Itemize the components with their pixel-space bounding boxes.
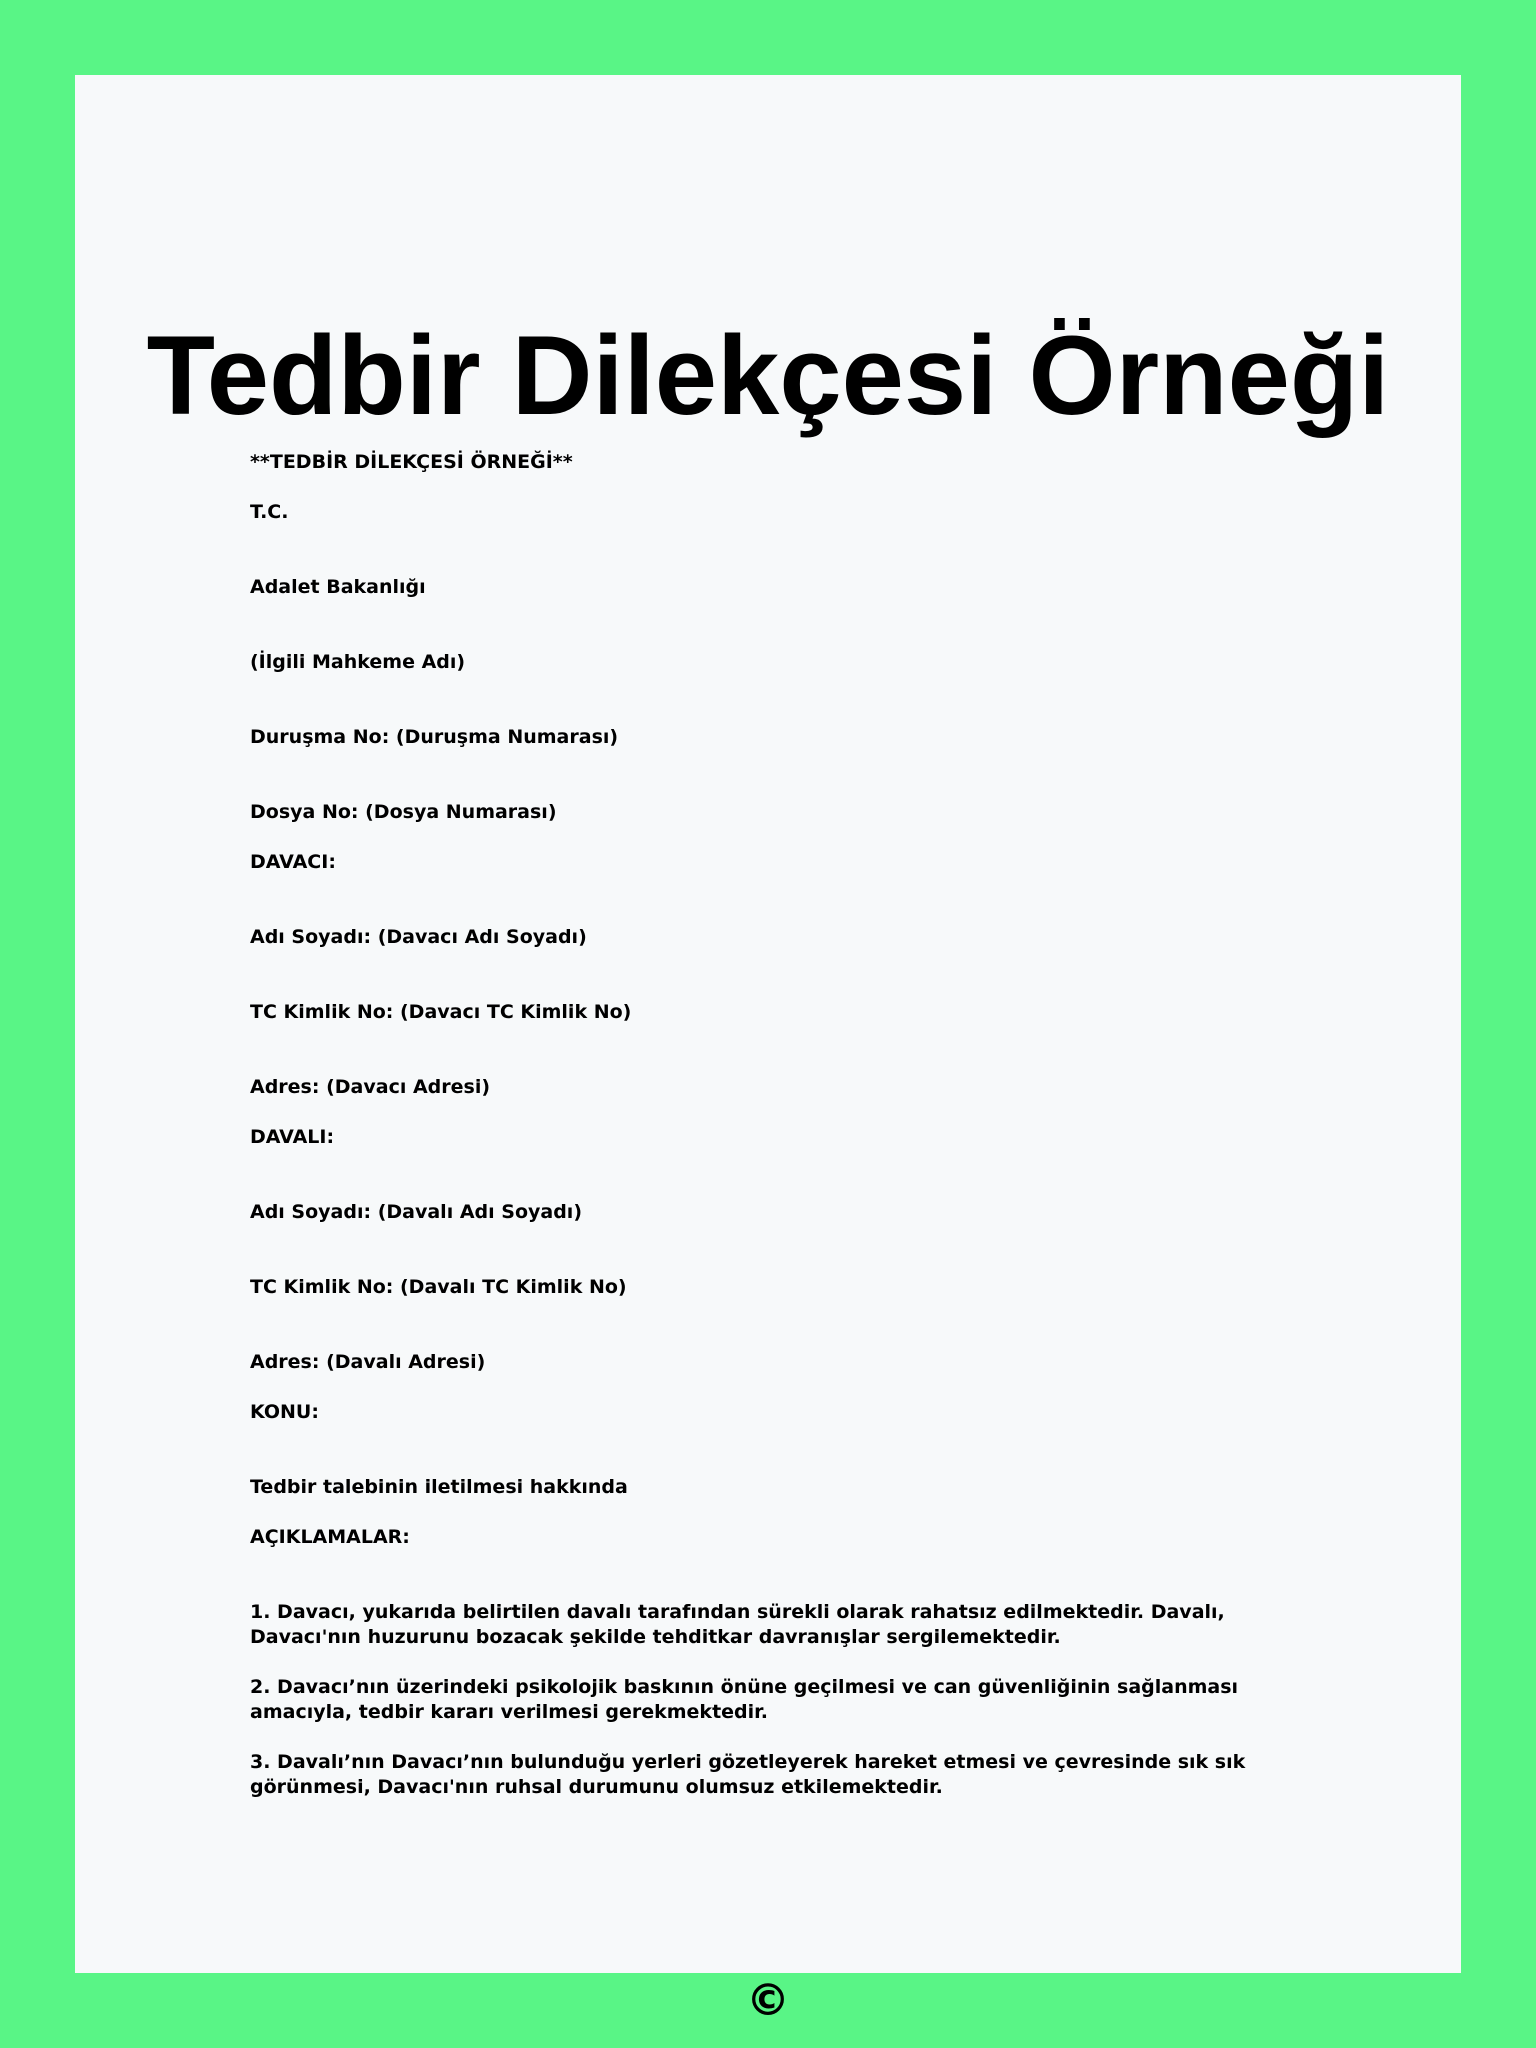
- court-line: (İlgili Mahkeme Adı): [250, 651, 466, 673]
- file-no-line: Dosya No: (Dosya Numarası): [250, 801, 557, 823]
- defendant-name-line: Adı Soyadı: (Davalı Adı Soyadı): [250, 1201, 582, 1223]
- explanations-label: AÇIKLAMALAR:: [250, 1526, 410, 1548]
- defendant-id-line: TC Kimlik No: (Davalı TC Kimlik No): [250, 1276, 627, 1298]
- hearing-no-line: Duruşma No: (Duruşma Numarası): [250, 726, 619, 748]
- document-page: [75, 75, 1461, 2026]
- plaintiff-address-line: Adres: (Davacı Adresi): [250, 1076, 491, 1098]
- defendant-address-line: Adres: (Davalı Adresi): [250, 1351, 486, 1373]
- subject-line: Tedbir talebinin iletilmesi hakkında: [250, 1476, 628, 1498]
- tc-line: T.C.: [250, 501, 289, 523]
- defendant-label: DAVALI:: [250, 1126, 335, 1148]
- plaintiff-label: DAVACI:: [250, 851, 336, 873]
- explanation-item-2: 2. Davacı’nın üzerindeki psikolojik baskının önüne geçilmesi ve can güvenliğinin sağlanması amacıyla, tedbir kararı verilmesi gerekmektedir.: [250, 1676, 1239, 1723]
- document-heading: **TEDBİR DİLEKÇESİ ÖRNEĞİ**: [250, 451, 573, 473]
- ministry-line: Adalet Bakanlığı: [250, 576, 426, 598]
- subject-label: KONU:: [250, 1401, 319, 1423]
- explanation-item-3: 3. Davalı’nın Davacı’nın bulunduğu yerleri gözetleyerek hareket etmesi ve çevresinde sık sık görünmesi, Davacı'nın ruhsal durumunu olumsuz etkilemektedir.: [250, 1751, 1246, 1798]
- plaintiff-id-line: TC Kimlik No: (Davacı TC Kimlik No): [250, 1001, 632, 1023]
- page-title: Tedbir Dilekçesi Örneği: [146, 313, 1390, 438]
- copyright-icon: ©: [746, 1975, 790, 2026]
- plaintiff-name-line: Adı Soyadı: (Davacı Adı Soyadı): [250, 926, 587, 948]
- explanation-item-1: 1. Davacı, yukarıda belirtilen davalı tarafından sürekli olarak rahatsız edilmektedir. Davalı, Davacı'nın huzurunu bozacak şekilde tehditkar davranışlar sergilemektedir.: [250, 1601, 1225, 1648]
